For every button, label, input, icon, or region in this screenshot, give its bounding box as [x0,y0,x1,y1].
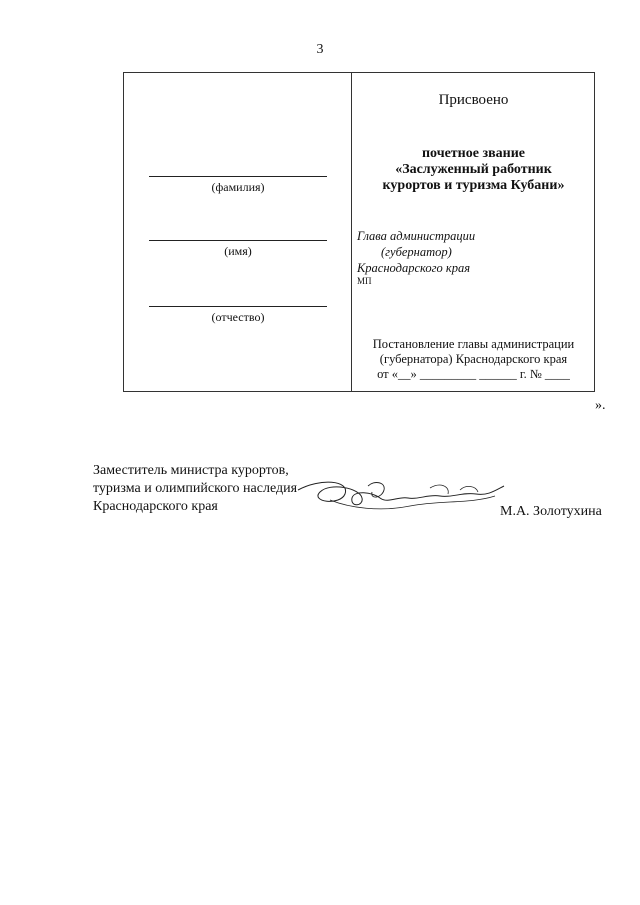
honorary-title-line: почетное звание [421,146,525,161]
honorary-title-line: курортов и туризма Кубани» [382,178,565,193]
decree-line: (губернатора) Краснодарского края [379,352,568,366]
signatory-line: (губернатор) [381,245,452,259]
signer-position-line: Краснодарского края [93,499,218,514]
assigned-label: Присвоено [438,92,509,108]
surname-caption: (фамилия) [211,180,265,194]
closing-quote: ». [595,398,606,413]
honorary-title [352,146,595,194]
signer-name: М.А. Золотухина [500,504,602,519]
signatory-line: Глава администрации [357,229,476,243]
decree-line: от «__» _________ ______ г. № ____ [377,367,570,381]
signer-position-line: туризма и олимпийского наследия [93,481,298,496]
surname-line [149,176,327,177]
decree-line: Постановление главы администрации [372,337,575,351]
patronymic-line [149,306,327,307]
honorary-title-line: «Заслуженный работник [395,162,552,177]
patronymic-caption: (отчество) [211,310,265,324]
first-name-caption: (имя) [224,244,252,258]
page-number: 3 [316,42,324,57]
signer-position-line: Заместитель министра курортов, [93,463,289,478]
seal-label: МП [357,276,372,286]
handwritten-signature [290,468,510,530]
first-name-line [149,240,327,241]
signatory-line: Краснодарского края [357,261,471,275]
